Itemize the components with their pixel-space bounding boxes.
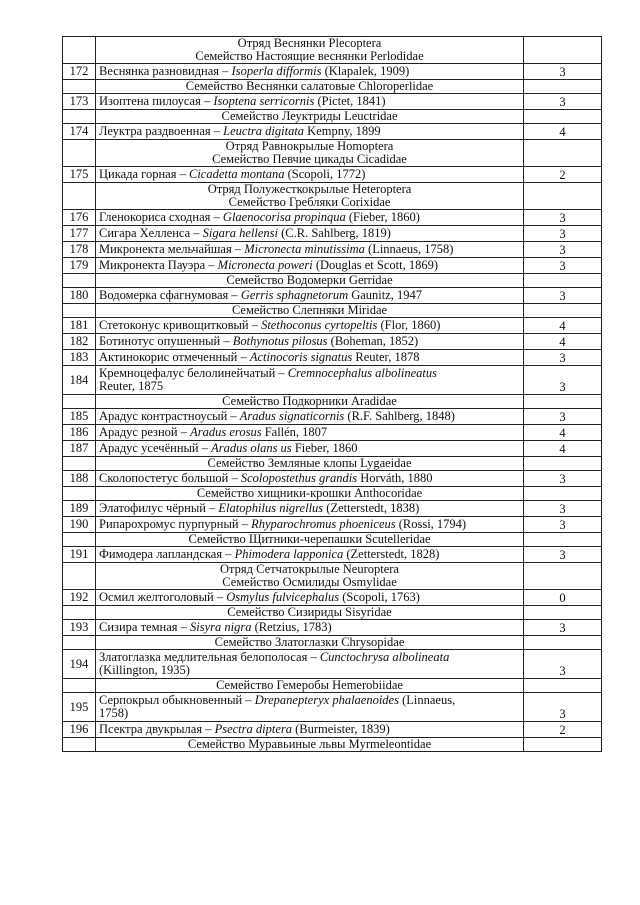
empty-cell <box>63 457 96 471</box>
russian-name: Кремноцефалус белолинейчатый – <box>99 366 288 380</box>
species-row <box>63 366 602 395</box>
species-name <box>96 64 524 80</box>
section-title <box>96 563 524 590</box>
species-name <box>96 242 524 258</box>
category: 3 <box>524 501 602 517</box>
latin-name: Psectra diptera <box>214 722 292 736</box>
latin-name: Leuctra digitata <box>223 124 305 138</box>
species-row <box>63 425 602 441</box>
species-row <box>63 409 602 425</box>
empty-cell <box>524 140 602 167</box>
species-number: 194 <box>63 650 96 679</box>
russian-name: Ботинотус опушенный – <box>99 334 233 348</box>
latin-name: Isoperla difformis <box>231 64 322 78</box>
species-number: 195 <box>63 693 96 722</box>
section-header-row <box>63 37 602 64</box>
species-name <box>96 210 524 226</box>
species-row <box>63 650 602 679</box>
section-title-line: Семейство Гребляки Corixidae <box>228 195 391 209</box>
section-title-line: Семейство Гемеробы Hemerobiidae <box>216 678 403 692</box>
table-body <box>63 37 602 752</box>
species-row <box>63 334 602 350</box>
empty-cell <box>63 533 96 547</box>
russian-name: Леуктра раздвоенная – <box>99 124 224 138</box>
species-row <box>63 318 602 334</box>
species-number: 175 <box>63 167 96 183</box>
species-number: 182 <box>63 334 96 350</box>
author-year: Kempny, 1899 <box>304 124 381 138</box>
empty-cell <box>63 679 96 693</box>
species-name <box>96 94 524 110</box>
empty-cell <box>524 37 602 64</box>
author-year-cont: 1758) <box>99 706 129 720</box>
species-row <box>63 210 602 226</box>
empty-cell <box>63 274 96 288</box>
species-number: 173 <box>63 94 96 110</box>
species-name <box>96 517 524 533</box>
category: 2 <box>524 722 602 738</box>
empty-cell <box>524 304 602 318</box>
author-year: (Rossi, 1794) <box>395 517 467 531</box>
author-year: (Douglas et Scott, 1869) <box>312 258 439 272</box>
section-title-line: Отряд Полужесткокрылые Heteroptera <box>207 182 412 196</box>
latin-name: Actinocoris signatus <box>249 350 353 364</box>
russian-name: Элатофилус чёрный – <box>99 501 219 515</box>
species-number: 186 <box>63 425 96 441</box>
author-year: (R.F. Sahlberg, 1848) <box>344 409 455 423</box>
species-row <box>63 64 602 80</box>
author-year: (Klapalek, 1909) <box>321 64 410 78</box>
category: 3 <box>524 517 602 533</box>
author-year: (Scopoli, 1772) <box>284 167 366 181</box>
russian-name: Микронекта Пауэра – <box>99 258 218 272</box>
empty-cell <box>63 563 96 590</box>
section-title <box>96 457 524 471</box>
category: 3 <box>524 258 602 274</box>
section-title-line: Семейство Осмилиды Osmylidae <box>222 575 397 589</box>
species-name <box>96 334 524 350</box>
species-row <box>63 226 602 242</box>
empty-cell <box>524 563 602 590</box>
russian-name: Арадус контрастноусый – <box>99 409 240 423</box>
species-number: 184 <box>63 366 96 395</box>
russian-name: Цикада горная – <box>99 167 189 181</box>
author-year: Fallén, 1807 <box>261 425 328 439</box>
section-header-row <box>63 80 602 94</box>
author-year: (Retzius, 1783) <box>251 620 332 634</box>
latin-name: Stethoconus cyrtopeltis <box>261 318 378 332</box>
section-title-line: Семейство Златоглазки Chrysopidae <box>214 635 405 649</box>
latin-name: Micronecta minutissima <box>244 242 365 256</box>
section-title <box>96 533 524 547</box>
latin-name: Cremnocephalus albolineatus <box>287 366 437 380</box>
species-row <box>63 124 602 140</box>
category: 3 <box>524 94 602 110</box>
latin-name: Sisyra nigra <box>190 620 252 634</box>
species-name <box>96 501 524 517</box>
latin-name: Rhyparochromus phoeniceus <box>251 517 396 531</box>
species-row <box>63 722 602 738</box>
category: 4 <box>524 334 602 350</box>
empty-cell <box>63 304 96 318</box>
author-year: (Flor, 1860) <box>377 318 441 332</box>
species-name <box>96 167 524 183</box>
species-number: 183 <box>63 350 96 366</box>
section-header-row <box>63 487 602 501</box>
latin-name: Phimodera lapponica <box>234 547 344 561</box>
russian-name: Арадус резной – <box>99 425 191 439</box>
empty-cell <box>63 140 96 167</box>
russian-name: Арадус усечённый – <box>99 441 212 455</box>
section-title <box>96 37 524 64</box>
latin-name: Osmylus fulvicephalus <box>226 590 340 604</box>
species-name <box>96 318 524 334</box>
category: 3 <box>524 409 602 425</box>
species-row <box>63 441 602 457</box>
species-number: 192 <box>63 590 96 606</box>
russian-name: Сигара Хелленса – <box>99 226 203 240</box>
empty-cell <box>63 80 96 94</box>
section-title <box>96 395 524 409</box>
empty-cell <box>63 738 96 752</box>
section-title <box>96 140 524 167</box>
species-row <box>63 94 602 110</box>
empty-cell <box>524 679 602 693</box>
latin-name: Glaenocorisa propinqua <box>222 210 346 224</box>
species-name <box>96 226 524 242</box>
russian-name: Стетоконус кривощитковый – <box>99 318 262 332</box>
category: 3 <box>524 471 602 487</box>
russian-name: Златоглазка медлительная белополосая – <box>99 650 320 664</box>
russian-name: Микронекта мельчайшая – <box>99 242 245 256</box>
species-number: 178 <box>63 242 96 258</box>
author-year: (Zetterstedt, 1838) <box>323 501 420 515</box>
species-number: 191 <box>63 547 96 563</box>
species-row <box>63 501 602 517</box>
section-title <box>96 304 524 318</box>
russian-name: Водомерка сфагнумовая – <box>99 288 241 302</box>
empty-cell <box>524 738 602 752</box>
category: 4 <box>524 124 602 140</box>
section-title-line: Семейство Певчие цикады Cicadidae <box>212 152 407 166</box>
empty-cell <box>63 395 96 409</box>
author-year: (Zetterstedt, 1828) <box>343 547 440 561</box>
latin-name: Micronecta poweri <box>217 258 313 272</box>
species-name <box>96 650 524 679</box>
section-title <box>96 110 524 124</box>
section-header-row <box>63 110 602 124</box>
category: 3 <box>524 650 602 679</box>
author-year: (Killington, 1935) <box>99 663 190 677</box>
empty-cell <box>63 487 96 501</box>
species-row <box>63 517 602 533</box>
section-title-line: Семейство Сизириды Sisyridae <box>227 605 392 619</box>
empty-cell <box>63 110 96 124</box>
empty-cell <box>524 183 602 210</box>
latin-name: Aradus signaticornis <box>239 409 345 423</box>
species-name <box>96 425 524 441</box>
category: 4 <box>524 425 602 441</box>
species-name <box>96 547 524 563</box>
section-header-row <box>63 563 602 590</box>
species-number: 177 <box>63 226 96 242</box>
species-number: 188 <box>63 471 96 487</box>
category: 3 <box>524 366 602 395</box>
author-year: (Linnaeus, 1758) <box>364 242 454 256</box>
section-title-line: Семейство Муравьиные львы Myrmeleontidae <box>187 737 432 751</box>
category: 3 <box>524 693 602 722</box>
category: 3 <box>524 210 602 226</box>
species-name <box>96 258 524 274</box>
species-row <box>63 590 602 606</box>
latin-name: Drepanepteryx phalaenoides <box>254 693 399 707</box>
latin-name: Scolopostethus grandis <box>240 471 358 485</box>
latin-name: Cicadetta montana <box>188 167 285 181</box>
species-number: 187 <box>63 441 96 457</box>
latin-name: Isoptena serricornis <box>213 94 315 108</box>
author-year: (Burmeister, 1839) <box>292 722 390 736</box>
section-title-line: Отряд Веснянки Plecoptera <box>237 36 382 50</box>
section-header-row <box>63 395 602 409</box>
russian-name: Сколопостетус большой – <box>99 471 241 485</box>
species-number: 189 <box>63 501 96 517</box>
author-year: Gaunitz, 1947 <box>348 288 423 302</box>
species-number: 172 <box>63 64 96 80</box>
category: 4 <box>524 441 602 457</box>
latin-name: Cunctochrysa albolineata <box>319 650 450 664</box>
empty-cell <box>524 636 602 650</box>
russian-name: Рипарохромус пурпурный – <box>99 517 252 531</box>
author-year: (C.R. Sahlberg, 1819) <box>278 226 391 240</box>
species-name <box>96 722 524 738</box>
species-number: 190 <box>63 517 96 533</box>
section-title-line: Семейство Леуктриды Leuctridae <box>221 109 398 123</box>
section-header-row <box>63 533 602 547</box>
category: 4 <box>524 318 602 334</box>
species-number: 180 <box>63 288 96 304</box>
species-name <box>96 366 524 395</box>
russian-name: Фимодера лапландская – <box>99 547 235 561</box>
section-title <box>96 738 524 752</box>
species-row <box>63 693 602 722</box>
species-name <box>96 620 524 636</box>
species-row <box>63 471 602 487</box>
author-year: (Fieber, 1860) <box>345 210 420 224</box>
species-number: 174 <box>63 124 96 140</box>
section-header-row <box>63 140 602 167</box>
species-row <box>63 350 602 366</box>
category: 2 <box>524 167 602 183</box>
category: 0 <box>524 590 602 606</box>
empty-cell <box>63 37 96 64</box>
section-title <box>96 274 524 288</box>
section-header-row <box>63 606 602 620</box>
species-row <box>63 167 602 183</box>
section-header-row <box>63 457 602 471</box>
empty-cell <box>524 606 602 620</box>
section-title-line: Семейство Веснянки салатовые Chloroperlidae <box>185 79 434 93</box>
species-number: 179 <box>63 258 96 274</box>
author-year: (Linnaeus, <box>398 693 456 707</box>
category: 3 <box>524 242 602 258</box>
species-number: 185 <box>63 409 96 425</box>
section-header-row <box>63 274 602 288</box>
section-title <box>96 183 524 210</box>
category: 3 <box>524 547 602 563</box>
latin-name: Bothynotus pilosus <box>232 334 328 348</box>
species-name <box>96 590 524 606</box>
category: 3 <box>524 64 602 80</box>
section-title-line: Отряд Сетчатокрылые Neuroptera <box>220 562 399 576</box>
species-name <box>96 441 524 457</box>
section-title <box>96 606 524 620</box>
empty-cell <box>63 183 96 210</box>
russian-name: Изоптена пилоусая – <box>99 94 214 108</box>
section-title <box>96 636 524 650</box>
russian-name: Гленокориса сходная – <box>99 210 223 224</box>
russian-name: Веснянка разновидная – <box>99 64 232 78</box>
latin-name: Elatophilus nigrellus <box>218 501 324 515</box>
author-year: Reuter, 1875 <box>99 379 164 393</box>
section-title <box>96 679 524 693</box>
section-header-row <box>63 304 602 318</box>
author-year: (Boheman, 1852) <box>327 334 419 348</box>
author-year: Fieber, 1860 <box>291 441 358 455</box>
species-row <box>63 288 602 304</box>
author-year: (Scopoli, 1763) <box>339 590 420 604</box>
section-title-line: Семейство Настоящие веснянки Perlodidae <box>195 49 424 63</box>
species-number: 196 <box>63 722 96 738</box>
empty-cell <box>524 395 602 409</box>
species-row <box>63 547 602 563</box>
category: 3 <box>524 350 602 366</box>
section-header-row <box>63 738 602 752</box>
latin-name: Sigara hellensi <box>202 226 279 240</box>
russian-name: Осмил желтоголовый – <box>99 590 227 604</box>
species-number: 176 <box>63 210 96 226</box>
section-title-line: Семейство Земляные клопы Lygaeidae <box>207 456 412 470</box>
species-name <box>96 350 524 366</box>
section-header-row <box>63 636 602 650</box>
category: 3 <box>524 620 602 636</box>
author-year: Horváth, 1880 <box>357 471 433 485</box>
author-year: (Pictet, 1841) <box>314 94 386 108</box>
empty-cell <box>63 606 96 620</box>
species-number: 193 <box>63 620 96 636</box>
section-header-row <box>63 679 602 693</box>
section-title <box>96 80 524 94</box>
species-row <box>63 242 602 258</box>
empty-cell <box>524 80 602 94</box>
section-header-row <box>63 183 602 210</box>
empty-cell <box>524 274 602 288</box>
species-name <box>96 471 524 487</box>
section-title-line: Семейство хищники-крошки Anthocoridae <box>196 486 423 500</box>
russian-name: Актинокорис отмеченный – <box>99 350 250 364</box>
species-name <box>96 124 524 140</box>
russian-name: Сизира темная – <box>99 620 190 634</box>
section-title-line: Семейство Подкорники Aradidae <box>222 394 397 408</box>
empty-cell <box>524 487 602 501</box>
category: 3 <box>524 226 602 242</box>
section-title-line: Семейство Щитники-черепашки Scutelleridae <box>188 532 431 546</box>
russian-name: Псектра двукрылая – <box>99 722 215 736</box>
empty-cell <box>524 533 602 547</box>
species-name <box>96 288 524 304</box>
species-row <box>63 620 602 636</box>
category: 3 <box>524 288 602 304</box>
latin-name: Gerris sphagnetorum <box>240 288 349 302</box>
empty-cell <box>524 457 602 471</box>
latin-name: Aradus erosus <box>190 425 262 439</box>
species-row <box>63 258 602 274</box>
section-title-line: Семейство Водомерки Gerridae <box>226 273 393 287</box>
species-name <box>96 409 524 425</box>
author-year: Reuter, 1878 <box>352 350 420 364</box>
latin-name: Aradus olans us <box>211 441 292 455</box>
russian-name: Серпокрыл обыкновенный – <box>99 693 255 707</box>
species-name <box>96 693 524 722</box>
section-title <box>96 487 524 501</box>
species-number: 181 <box>63 318 96 334</box>
empty-cell <box>524 110 602 124</box>
empty-cell <box>63 636 96 650</box>
section-title-line: Семейство Слепняки Miridae <box>231 303 388 317</box>
red-book-species-table <box>62 36 602 752</box>
section-title-line: Отряд Равнокрылые Homoptera <box>225 139 394 153</box>
